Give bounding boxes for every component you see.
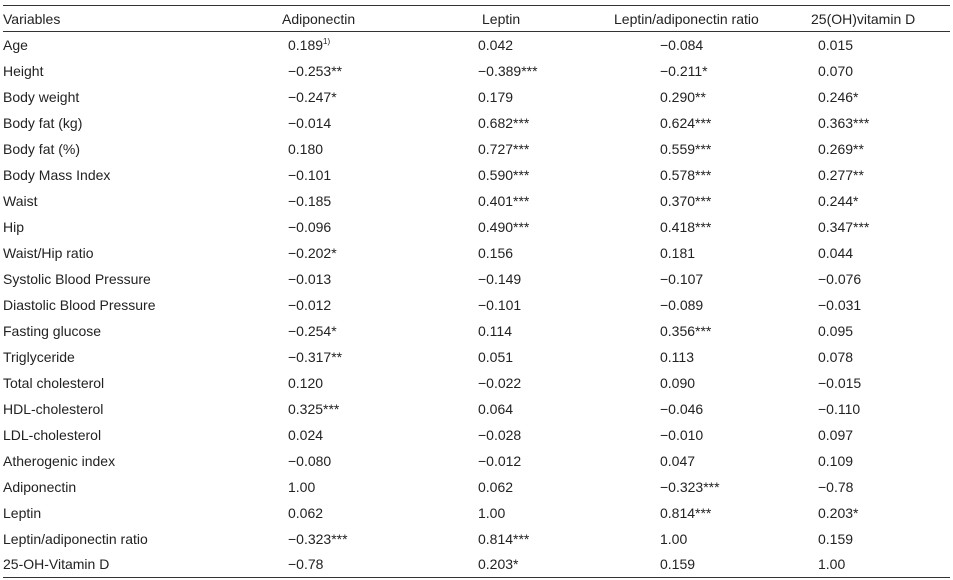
cell-value: 0.120 (288, 374, 324, 391)
cell-c1 (273, 448, 423, 474)
cell-value: 0.181 (660, 244, 696, 261)
cell-c2 (423, 214, 606, 240)
cell-value: −0.015 (818, 374, 862, 391)
cell-value: 0.078 (818, 348, 854, 365)
cell-value: 0.097 (818, 426, 854, 443)
cell-c4 (782, 188, 950, 214)
cell-value: 0.814*** (660, 504, 712, 521)
cell-value: −0.101 (478, 296, 522, 313)
cell-c1 (273, 344, 423, 370)
cell-value: −0.031 (818, 296, 862, 313)
row-label: Diastolic Blood Pressure (3, 296, 156, 313)
cell-value: 0.269** (818, 140, 864, 157)
row-label: Triglyceride (3, 348, 75, 365)
cell-c4 (782, 58, 950, 84)
cell-c1 (273, 292, 423, 318)
row-label: Waist (3, 192, 38, 209)
cell-c2 (423, 188, 606, 214)
correlation-table (3, 5, 950, 578)
cell-value: 0.095 (818, 322, 854, 339)
cell-value: −0.013 (288, 270, 332, 287)
cell-c2 (423, 162, 606, 188)
cell-value: −0.014 (288, 114, 332, 131)
cell-c2 (423, 370, 606, 396)
table-row (3, 266, 950, 292)
cell-c3 (606, 500, 782, 526)
cell-c4 (782, 396, 950, 422)
cell-value: 0.047 (660, 452, 696, 469)
cell-value: 0.015 (818, 36, 854, 53)
cell-c3 (606, 344, 782, 370)
cell-value: −0.202* (288, 244, 337, 261)
cell-value: 0.356*** (660, 322, 712, 339)
cell-c3 (606, 422, 782, 448)
cell-value: 0.113 (660, 348, 694, 365)
cell-c1 (273, 136, 423, 162)
cell-c4 (782, 292, 950, 318)
cell-value: 0.559*** (660, 140, 712, 157)
cell-c1 (273, 214, 423, 240)
table-row (3, 188, 950, 214)
header-leptin: Leptin (423, 6, 606, 32)
row-label: Hip (3, 218, 25, 235)
cell-value: 0.277** (818, 166, 864, 183)
cell-value: 0.246* (818, 88, 859, 105)
header-vitamin-d: 25(OH)vitamin D (782, 6, 950, 32)
row-label: Waist/Hip ratio (3, 244, 94, 261)
cell-value: 0.024 (288, 426, 324, 443)
cell-value: −0.110 (818, 400, 861, 417)
cell-value: 0.062 (288, 504, 324, 521)
cell-c1 (273, 58, 423, 84)
cell-c1 (273, 240, 423, 266)
cell-c4 (782, 552, 950, 578)
cell-c1 (273, 474, 423, 500)
row-label: Body fat (kg) (3, 114, 83, 131)
cell-c3 (606, 188, 782, 214)
cell-c4 (782, 84, 950, 110)
cell-c4 (782, 370, 950, 396)
cell-value: 0.370*** (660, 192, 712, 209)
cell-value: 0.814*** (478, 530, 530, 547)
cell-value: −0.107 (660, 270, 704, 287)
cell-c4 (782, 32, 950, 58)
cell-value: −0.247* (288, 88, 337, 105)
cell-c4 (782, 526, 950, 552)
cell-c1 (273, 188, 423, 214)
cell-c2 (423, 318, 606, 344)
cell-value: 0.363*** (818, 114, 870, 131)
cell-c2 (423, 448, 606, 474)
cell-value: −0.149 (478, 270, 522, 287)
table-body (3, 32, 950, 578)
cell-value: −0.076 (818, 270, 862, 287)
cell-value: 0.156 (478, 244, 514, 261)
cell-value: 1.00 (288, 478, 316, 495)
cell-value: 1.00 (818, 556, 846, 573)
table-row (3, 370, 950, 396)
cell-value: −0.211* (660, 62, 708, 79)
cell-c3 (606, 110, 782, 136)
table-row (3, 292, 950, 318)
row-label: Body Mass Index (3, 166, 111, 183)
header-variables: Variables (3, 6, 273, 32)
cell-value: 0.347*** (818, 218, 870, 235)
table-row (3, 318, 950, 344)
cell-value: −0.080 (288, 452, 332, 469)
cell-value: −0.317** (288, 348, 343, 365)
cell-c3 (606, 214, 782, 240)
cell-value: −0.323*** (660, 478, 720, 495)
cell-value: 0.189 (288, 36, 324, 53)
row-label: Atherogenic index (3, 452, 116, 469)
row-label: Fasting glucose (3, 322, 102, 339)
cell-c3 (606, 58, 782, 84)
table-row (3, 214, 950, 240)
cell-value: 0.114 (478, 322, 512, 339)
cell-c1 (273, 84, 423, 110)
table-row (3, 344, 950, 370)
cell-value: −0.096 (288, 218, 332, 235)
table-row (3, 396, 950, 422)
table-row (3, 110, 950, 136)
cell-value: 0.290** (660, 88, 706, 105)
cell-value: 0.418*** (660, 218, 712, 235)
cell-c2 (423, 32, 606, 58)
cell-c3 (606, 396, 782, 422)
table-row (3, 136, 950, 162)
cell-c1 (273, 500, 423, 526)
cell-value: −0.046 (660, 400, 704, 417)
cell-value: 0.044 (818, 244, 854, 261)
footnote-marker: 1) (323, 36, 331, 46)
cell-c3 (606, 84, 782, 110)
cell-c3 (606, 240, 782, 266)
table-row (3, 32, 950, 58)
cell-value: −0.101 (288, 166, 332, 183)
cell-c4 (782, 136, 950, 162)
table-row (3, 500, 950, 526)
table-row (3, 240, 950, 266)
cell-c4 (782, 110, 950, 136)
table-row (3, 448, 950, 474)
table-row (3, 526, 950, 552)
cell-value: 0.578*** (660, 166, 712, 183)
cell-c2 (423, 58, 606, 84)
cell-value: 0.590*** (478, 166, 530, 183)
table-header (3, 6, 950, 32)
cell-c3 (606, 526, 782, 552)
table-row (3, 422, 950, 448)
cell-c3 (606, 318, 782, 344)
cell-c2 (423, 396, 606, 422)
cell-c4 (782, 422, 950, 448)
cell-value: 0.051 (478, 348, 514, 365)
cell-value: 0.727*** (478, 140, 530, 157)
header-adiponectin: Adiponectin (273, 6, 423, 32)
cell-value: −0.028 (478, 426, 522, 443)
cell-c2 (423, 84, 606, 110)
cell-value: 0.325*** (288, 400, 340, 417)
cell-c1 (273, 552, 423, 578)
cell-c3 (606, 448, 782, 474)
cell-c1 (273, 318, 423, 344)
cell-value: 1.00 (478, 504, 506, 521)
table-row (3, 58, 950, 84)
correlation-table-container (3, 5, 950, 578)
cell-c2 (423, 500, 606, 526)
cell-value: −0.78 (818, 478, 854, 495)
row-label: Age (3, 36, 28, 53)
cell-c2 (423, 110, 606, 136)
table-row (3, 552, 950, 578)
cell-value: −0.254* (288, 322, 337, 339)
row-label: Body fat (%) (3, 140, 81, 157)
cell-value: −0.012 (478, 452, 522, 469)
cell-c1 (273, 422, 423, 448)
cell-c4 (782, 318, 950, 344)
cell-c4 (782, 448, 950, 474)
row-label: Body weight (3, 88, 80, 105)
table-row (3, 474, 950, 500)
cell-c3 (606, 266, 782, 292)
cell-c4 (782, 500, 950, 526)
row-label: LDL-cholesterol (3, 426, 102, 443)
row-label: Adiponectin (3, 478, 77, 495)
row-label: Height (3, 62, 44, 79)
cell-c2 (423, 552, 606, 578)
cell-value: −0.389*** (478, 62, 538, 79)
cell-c1 (273, 32, 423, 58)
cell-value: −0.084 (660, 36, 704, 53)
cell-c1 (273, 110, 423, 136)
cell-c4 (782, 344, 950, 370)
cell-value: −0.089 (660, 296, 704, 313)
cell-value: 0.401*** (478, 192, 530, 209)
cell-value: 0.042 (478, 36, 514, 53)
cell-c4 (782, 214, 950, 240)
cell-c3 (606, 32, 782, 58)
cell-c4 (782, 162, 950, 188)
cell-value: −0.022 (478, 374, 522, 391)
cell-c1 (273, 162, 423, 188)
cell-value: 0.179 (478, 88, 514, 105)
header-leptin-adiponectin-ratio: Leptin/adiponectin ratio (606, 6, 782, 32)
cell-value: 0.062 (478, 478, 514, 495)
cell-value: −0.012 (288, 296, 332, 313)
cell-c4 (782, 240, 950, 266)
table-row (3, 162, 950, 188)
cell-c3 (606, 552, 782, 578)
cell-c2 (423, 292, 606, 318)
cell-value: 0.159 (818, 530, 854, 547)
row-label: HDL-cholesterol (3, 400, 104, 417)
cell-c2 (423, 526, 606, 552)
cell-value: 0.624*** (660, 114, 712, 131)
cell-c1 (273, 370, 423, 396)
cell-value: 0.159 (660, 556, 696, 573)
cell-value: 0.203* (818, 504, 859, 521)
cell-c4 (782, 474, 950, 500)
cell-c2 (423, 240, 606, 266)
cell-c2 (423, 266, 606, 292)
cell-c2 (423, 422, 606, 448)
cell-value: −0.253** (288, 62, 343, 79)
cell-value: 0.180 (288, 140, 324, 157)
cell-c2 (423, 344, 606, 370)
cell-c1 (273, 266, 423, 292)
cell-c2 (423, 474, 606, 500)
row-label: Leptin/adiponectin ratio (3, 530, 148, 547)
cell-c3 (606, 474, 782, 500)
cell-c1 (273, 396, 423, 422)
cell-c4 (782, 266, 950, 292)
cell-value: −0.323*** (288, 530, 348, 547)
cell-value: 0.109 (818, 452, 854, 469)
cell-c3 (606, 136, 782, 162)
cell-c3 (606, 370, 782, 396)
row-label: Systolic Blood Pressure (3, 270, 151, 287)
cell-c1 (273, 526, 423, 552)
row-label: 25-OH-Vitamin D (3, 552, 273, 578)
cell-value: 0.490*** (478, 218, 530, 235)
cell-value: 0.070 (818, 62, 854, 79)
cell-c3 (606, 292, 782, 318)
cell-value: 0.244* (818, 192, 859, 209)
row-label: Total cholesterol (3, 374, 105, 391)
cell-value: 0.064 (478, 400, 514, 417)
cell-c3 (606, 162, 782, 188)
cell-value: 0.090 (660, 374, 696, 391)
header-row (3, 6, 950, 32)
table-row (3, 84, 950, 110)
cell-c2 (423, 136, 606, 162)
row-label: Leptin (3, 504, 42, 521)
cell-value: 0.682*** (478, 114, 530, 131)
cell-value: 1.00 (660, 530, 688, 547)
cell-value: −0.010 (660, 426, 704, 443)
cell-value: 0.203* (478, 556, 519, 573)
cell-value: −0.185 (288, 192, 332, 209)
cell-value: −0.78 (288, 556, 324, 573)
